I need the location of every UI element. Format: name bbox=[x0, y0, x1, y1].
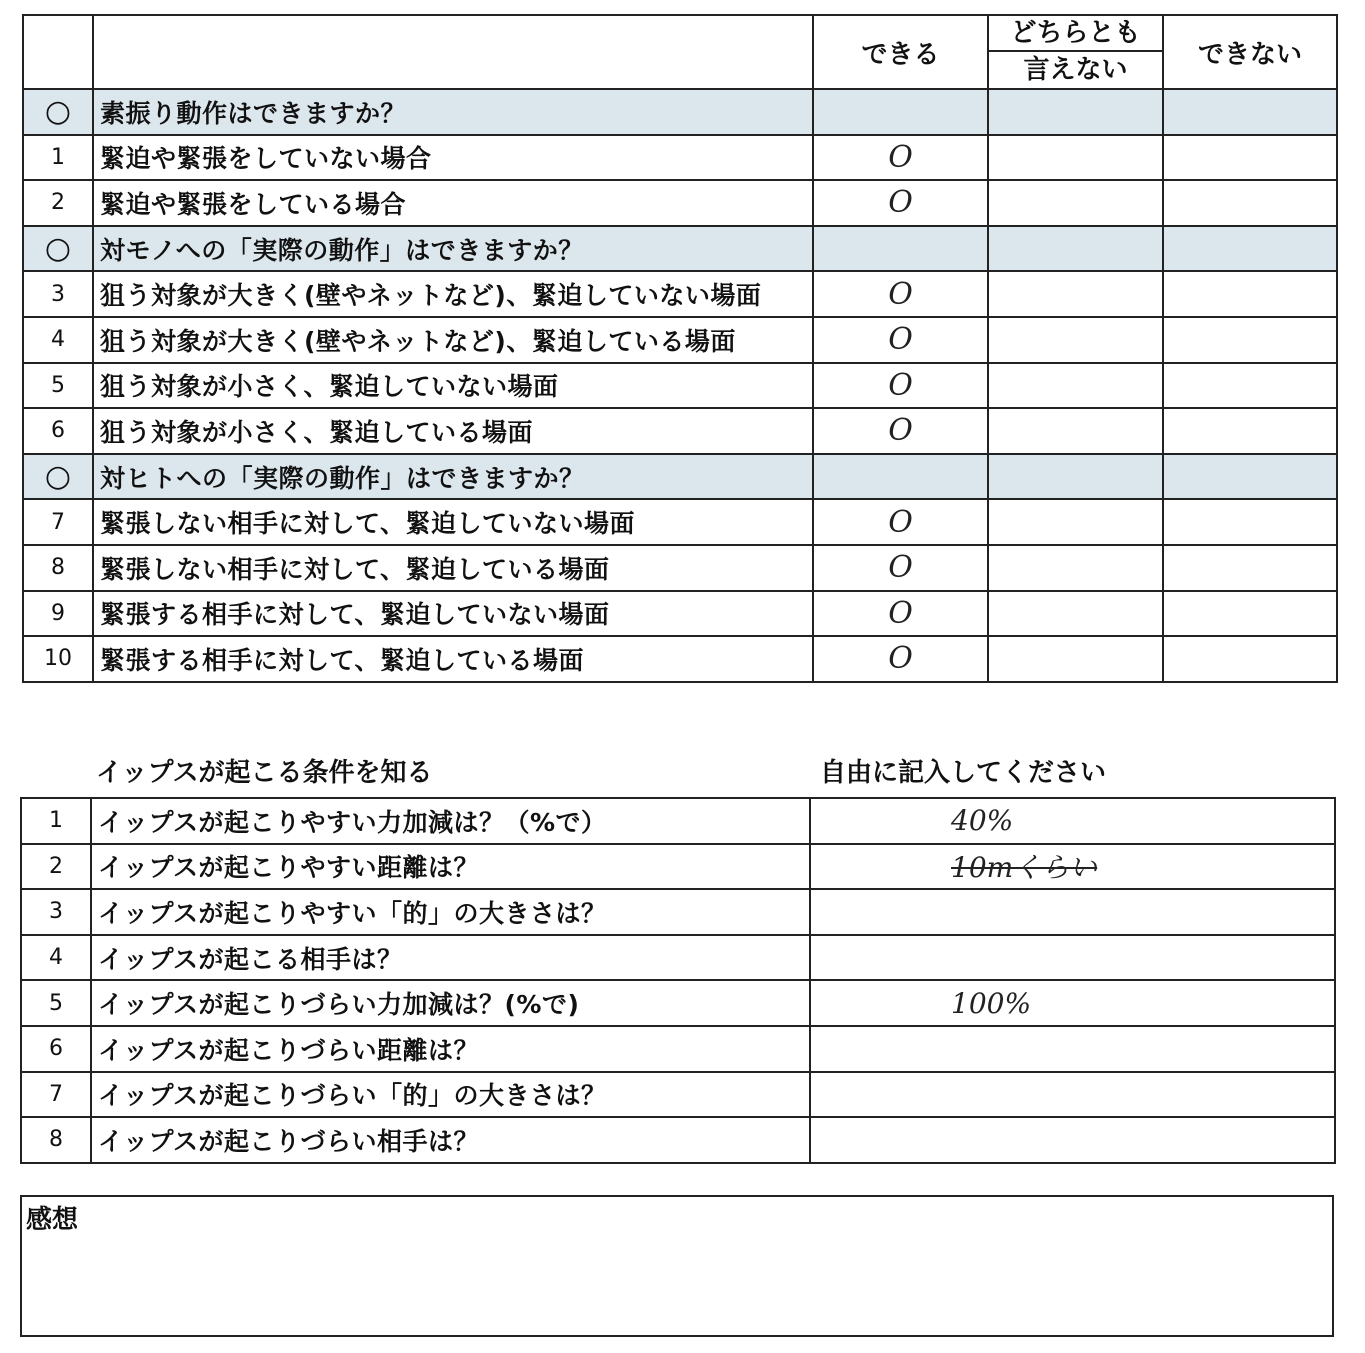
neither-check-cell[interactable] bbox=[988, 499, 1163, 545]
section-row-swing bbox=[23, 89, 1337, 135]
checklist-header-row bbox=[23, 15, 1337, 89]
table-row bbox=[23, 317, 1337, 363]
row-number: 3 bbox=[23, 271, 93, 317]
row-question: イップスが起こりづらい相手は？ bbox=[91, 1117, 810, 1163]
section-marker: ○ bbox=[23, 89, 93, 135]
struck-answer: 10mくらい bbox=[951, 851, 1098, 885]
row-number: 6 bbox=[21, 1026, 91, 1072]
table-row bbox=[21, 1117, 1335, 1163]
cannot-check-cell[interactable] bbox=[1163, 271, 1337, 317]
table-row bbox=[21, 844, 1335, 890]
neither-check-cell[interactable] bbox=[988, 408, 1163, 454]
neither-check-cell[interactable] bbox=[988, 591, 1163, 637]
row-number: 5 bbox=[23, 363, 93, 409]
cannot-check-cell[interactable] bbox=[1163, 408, 1337, 454]
cannot-check-cell[interactable] bbox=[1163, 135, 1337, 181]
header-neither-bottom: 言えない bbox=[1023, 55, 1128, 85]
can-check-cell[interactable]: O bbox=[813, 135, 988, 181]
can-check-cell[interactable]: O bbox=[813, 636, 988, 682]
answer-field[interactable]: 40% bbox=[810, 798, 1335, 844]
neither-check-cell[interactable] bbox=[988, 271, 1163, 317]
row-number: 2 bbox=[21, 844, 91, 890]
answer-field[interactable] bbox=[810, 1117, 1335, 1163]
row-number: 5 bbox=[21, 980, 91, 1026]
row-number: 7 bbox=[21, 1072, 91, 1118]
row-number: 10 bbox=[23, 636, 93, 682]
neither-check-cell[interactable] bbox=[988, 180, 1163, 226]
section-marker: ○ bbox=[23, 454, 93, 500]
row-question: イップスが起こる相手は？ bbox=[91, 935, 810, 981]
can-check-cell[interactable]: O bbox=[813, 408, 988, 454]
section-title: 対モノへの「実際の動作」はできますか？ bbox=[93, 226, 813, 272]
row-number: 1 bbox=[23, 135, 93, 181]
diagonal-cell-cannot bbox=[1163, 454, 1337, 500]
ability-checklist-table bbox=[22, 14, 1338, 683]
row-question: イップスが起こりやすい距離は？ bbox=[91, 844, 810, 890]
can-check-cell[interactable]: O bbox=[813, 180, 988, 226]
table-row bbox=[23, 636, 1337, 682]
row-question: 緊張しない相手に対して、緊迫していない場面 bbox=[93, 499, 813, 545]
diagonal-cell-neither bbox=[988, 226, 1163, 272]
section-marker: ○ bbox=[23, 226, 93, 272]
section-title: 対ヒトへの「実際の動作」はできますか？ bbox=[93, 454, 813, 500]
can-check-cell[interactable]: O bbox=[813, 591, 988, 637]
table-row bbox=[23, 180, 1337, 226]
answer-field[interactable] bbox=[810, 1026, 1335, 1072]
answer-field[interactable] bbox=[810, 844, 1335, 890]
diagonal-cell-cannot bbox=[1163, 226, 1337, 272]
diagonal-cell-cannot bbox=[1163, 89, 1337, 135]
diagonal-cell-can bbox=[813, 89, 988, 135]
yips-conditions-table bbox=[20, 797, 1336, 1164]
table-row bbox=[23, 499, 1337, 545]
table-row bbox=[23, 591, 1337, 637]
section-row-people bbox=[23, 454, 1337, 500]
header-can: できる bbox=[813, 15, 988, 89]
table-row bbox=[23, 271, 1337, 317]
row-question: イップスが起こりづらい距離は？ bbox=[91, 1026, 810, 1072]
neither-check-cell[interactable] bbox=[988, 545, 1163, 591]
can-check-cell[interactable]: O bbox=[813, 363, 988, 409]
table-row bbox=[21, 935, 1335, 981]
table-row bbox=[23, 135, 1337, 181]
row-question: 緊張する相手に対して、緊迫していない場面 bbox=[93, 591, 813, 637]
row-question: 緊迫や緊張をしていない場合 bbox=[93, 135, 813, 181]
row-number: 8 bbox=[21, 1117, 91, 1163]
section-row-objects bbox=[23, 226, 1337, 272]
header-cannot: できない bbox=[1163, 15, 1337, 89]
header-blank-num bbox=[23, 15, 93, 89]
cannot-check-cell[interactable] bbox=[1163, 545, 1337, 591]
table-row bbox=[21, 889, 1335, 935]
row-question: 狙う対象が大きく(壁やネットなど)、緊迫していない場面 bbox=[93, 271, 813, 317]
free-entry-label: 自由に記入してください bbox=[820, 758, 1107, 788]
row-number: 4 bbox=[23, 317, 93, 363]
row-number: 9 bbox=[23, 591, 93, 637]
row-number: 8 bbox=[23, 545, 93, 591]
can-check-cell[interactable]: O bbox=[813, 317, 988, 363]
can-check-cell[interactable]: O bbox=[813, 271, 988, 317]
row-number: 4 bbox=[21, 935, 91, 981]
diagonal-cell-neither bbox=[988, 89, 1163, 135]
header-neither-top: どちらとも bbox=[989, 16, 1162, 52]
neither-check-cell[interactable] bbox=[988, 636, 1163, 682]
cannot-check-cell[interactable] bbox=[1163, 317, 1337, 363]
row-question: イップスが起こりやすい「的」の大きさは？ bbox=[91, 889, 810, 935]
table-row bbox=[23, 408, 1337, 454]
impressions-box[interactable] bbox=[20, 1195, 1334, 1337]
table-row bbox=[23, 545, 1337, 591]
row-question: 緊迫や緊張をしている場合 bbox=[93, 180, 813, 226]
row-question: 緊張しない相手に対して、緊迫している場面 bbox=[93, 545, 813, 591]
diagonal-cell-can bbox=[813, 226, 988, 272]
answer-field[interactable] bbox=[810, 889, 1335, 935]
answer-field[interactable] bbox=[810, 1072, 1335, 1118]
cannot-check-cell[interactable] bbox=[1163, 363, 1337, 409]
answer-field[interactable] bbox=[810, 935, 1335, 981]
neither-check-cell[interactable] bbox=[988, 135, 1163, 181]
row-number: 1 bbox=[21, 798, 91, 844]
header-blank-question bbox=[93, 15, 813, 89]
can-check-cell[interactable]: O bbox=[813, 545, 988, 591]
table-row bbox=[21, 980, 1335, 1026]
neither-check-cell[interactable] bbox=[988, 317, 1163, 363]
row-question: 狙う対象が小さく、緊迫していない場面 bbox=[93, 363, 813, 409]
cannot-check-cell[interactable] bbox=[1163, 591, 1337, 637]
row-number: 2 bbox=[23, 180, 93, 226]
diagonal-cell-neither bbox=[988, 454, 1163, 500]
header-neither bbox=[988, 15, 1163, 89]
diagonal-cell-can bbox=[813, 454, 988, 500]
can-check-cell[interactable]: O bbox=[813, 499, 988, 545]
table-row bbox=[21, 1072, 1335, 1118]
row-question: 緊張する相手に対して、緊迫している場面 bbox=[93, 636, 813, 682]
cannot-check-cell[interactable] bbox=[1163, 499, 1337, 545]
row-question: イップスが起こりやすい力加減は？（%で） bbox=[91, 798, 810, 844]
table-row bbox=[21, 798, 1335, 844]
row-number: 3 bbox=[21, 889, 91, 935]
row-number: 6 bbox=[23, 408, 93, 454]
row-question: 狙う対象が大きく(壁やネットなど)、緊迫している場面 bbox=[93, 317, 813, 363]
table-row bbox=[21, 1026, 1335, 1072]
cannot-check-cell[interactable] bbox=[1163, 180, 1337, 226]
row-question: イップスが起こりづらい力加減は？(%で) bbox=[91, 980, 810, 1026]
section2-title: イップスが起こる条件を知る bbox=[96, 758, 433, 788]
table-row bbox=[23, 363, 1337, 409]
section-title: 素振り動作はできますか？ bbox=[93, 89, 813, 135]
row-question: イップスが起こりづらい「的」の大きさは？ bbox=[91, 1072, 810, 1118]
row-question: 狙う対象が小さく、緊迫している場面 bbox=[93, 408, 813, 454]
neither-check-cell[interactable] bbox=[988, 363, 1163, 409]
cannot-check-cell[interactable] bbox=[1163, 636, 1337, 682]
row-number: 7 bbox=[23, 499, 93, 545]
answer-field[interactable]: 100% bbox=[810, 980, 1335, 1026]
impressions-title: 感想 bbox=[26, 1205, 79, 1235]
